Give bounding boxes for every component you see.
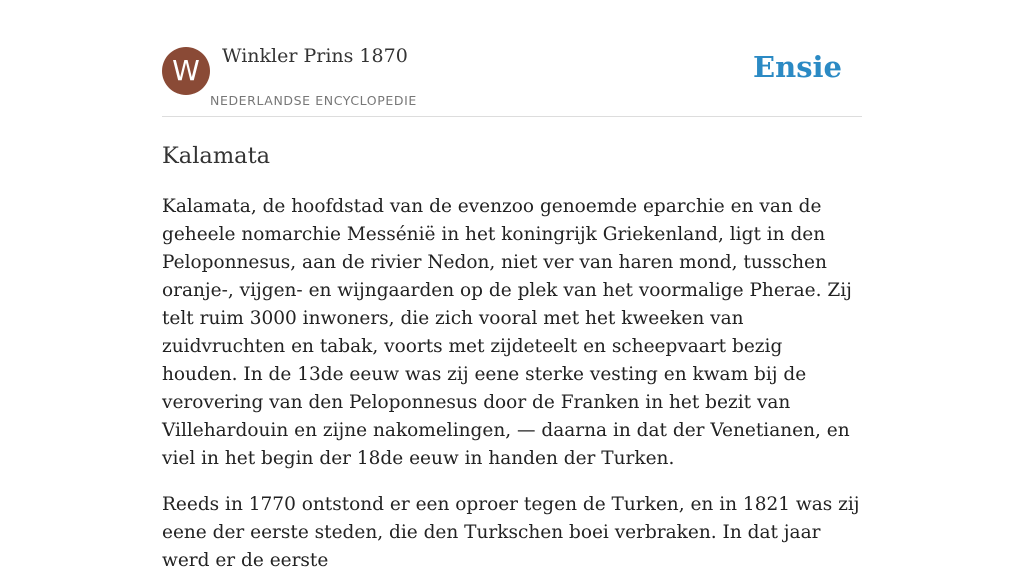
page-container — [162, 0, 862, 575]
source-avatar[interactable]: W — [162, 47, 210, 95]
source-header — [162, 0, 862, 117]
source-subtitle: NEDERLANDSE ENCYCLOPEDIE — [210, 93, 417, 108]
source-title-link[interactable]: Winkler Prins 1870 — [222, 45, 408, 67]
ensie-logo[interactable]: Ensie — [753, 50, 842, 84]
article-paragraph-2: Reeds in 1770 ontstond er een oproer tegen de Turken, en in 1821 was zij eene der eerste steden, die den Turkschen boei verbraken. In dat jaar werd er de eerste — [162, 494, 860, 571]
article-paragraph-1: Kalamata, de hoofdstad van de evenzoo genoemde eparchie en van de geheele nomarchie Messénië in het koningrijk Griekenland, ligt in den Peloponnesus, aan de rivier Nedon, niet ver van haren mond, tusschen oranje-, vijgen- en wijngaarden op de plek van het voormalige Pherae. Zij telt ruim 3000 inwoners, die zich vooral met het kweeken van zuidvruchten en tabak, voorts met zijdeteelt en scheepvaart bezig houden. In de 13de eeuw was zij eene sterke vesting en kwam bij de verovering van den Peloponnesus door de Franken in het bezit van Villehardouin en zijne nakomelingen, — daarna in dat der Venetianen, en viel in het begin der 18de eeuw in handen der Turken. — [162, 196, 852, 469]
article-title: Kalamata — [162, 143, 271, 169]
